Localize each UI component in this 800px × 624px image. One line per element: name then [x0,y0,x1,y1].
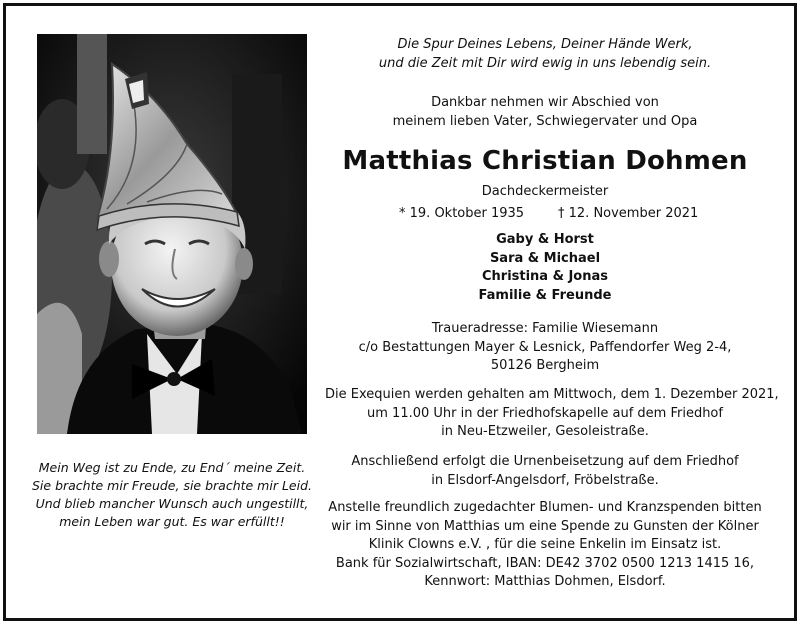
donation-line: Bank für Sozialwirtschaft, IBAN: DE42 3702 0500 1213 1415 16, [335,555,755,571]
farewell-line: Dankbar nehmen wir Abschied von [431,95,659,110]
portrait-photo-icon [37,34,307,434]
mourner: Sara & Michael [489,250,601,266]
burial-line: Anschließend erfolgt die Urnenbeisetzung auf dem Friedhof [351,454,739,469]
mourners-list [325,231,765,305]
donation-line: Klinik Clowns e.V. , für die seine Enkelin im Einsatz ist. [368,537,722,552]
verse-line: mein Leben war gut. Es war erfüllt!! [59,514,285,529]
service-line: Die Exequien werden gehalten am Mittwoch, dem 1. Dezember 2021, [325,387,779,402]
birth-date: * 19. Oktober 1935 [399,206,525,221]
service-line: um 11.00 Uhr in der Friedhofskapelle auf dem Friedhof [367,405,723,421]
verse-line: Und blieb mancher Wunsch auch ungestillt, [35,496,309,511]
mourner: Gaby & Horst [496,232,594,247]
donation-request [325,499,765,592]
service-line: in Neu-Etzweiler, Gesoleistraße. [441,424,649,439]
motto [325,36,765,73]
motto-line: und die Zeit mit Dir wird ewig in uns lebendig sein. [378,55,712,71]
deceased-name: Matthias Christian Dohmen [342,146,748,176]
address-line: c/o Bestattungen Mayer & Lesnick, Paffendorfer Weg 2-4, [358,339,732,355]
mourning-address [325,320,765,376]
donation-line: wir im Sinne von Matthias um eine Spende zu Gunsten der Kölner [331,518,759,534]
mourner: Christina & Jonas [481,269,609,284]
profession-text: Dachdeckermeister [481,184,609,199]
verse-line: Mein Weg ist zu Ende, zu End´ meine Zeit. [38,460,306,475]
closing-verse [22,459,322,531]
donation-line: Anstelle freundlich zugedachter Blumen- und Kranzspenden bitten [328,500,762,515]
farewell-line: meinem lieben Vater, Schwiegervater und Opa [392,113,698,129]
mourner: Familie & Freunde [478,287,612,303]
address-line: 50126 Bergheim [490,358,600,373]
motto-line: Die Spur Deines Lebens, Deiner Hände Werk, [397,37,693,52]
funeral-service-info [325,386,779,442]
death-date: † 12. November 2021 [558,206,699,221]
farewell-intro [325,94,765,131]
portrait-photo [37,34,307,434]
profession [325,183,765,202]
verse-line: Sie brachte mir Freude, sie brachte mir Leid. [32,478,312,493]
donation-line: Kennwort: Matthias Dohmen, Elsdorf. [424,574,666,589]
burial-line: in Elsdorf-Angelsdorf, Fröbelstraße. [431,472,659,488]
address-line: Traueradresse: Familie Wiesemann [431,321,659,336]
burial-info [325,453,765,490]
